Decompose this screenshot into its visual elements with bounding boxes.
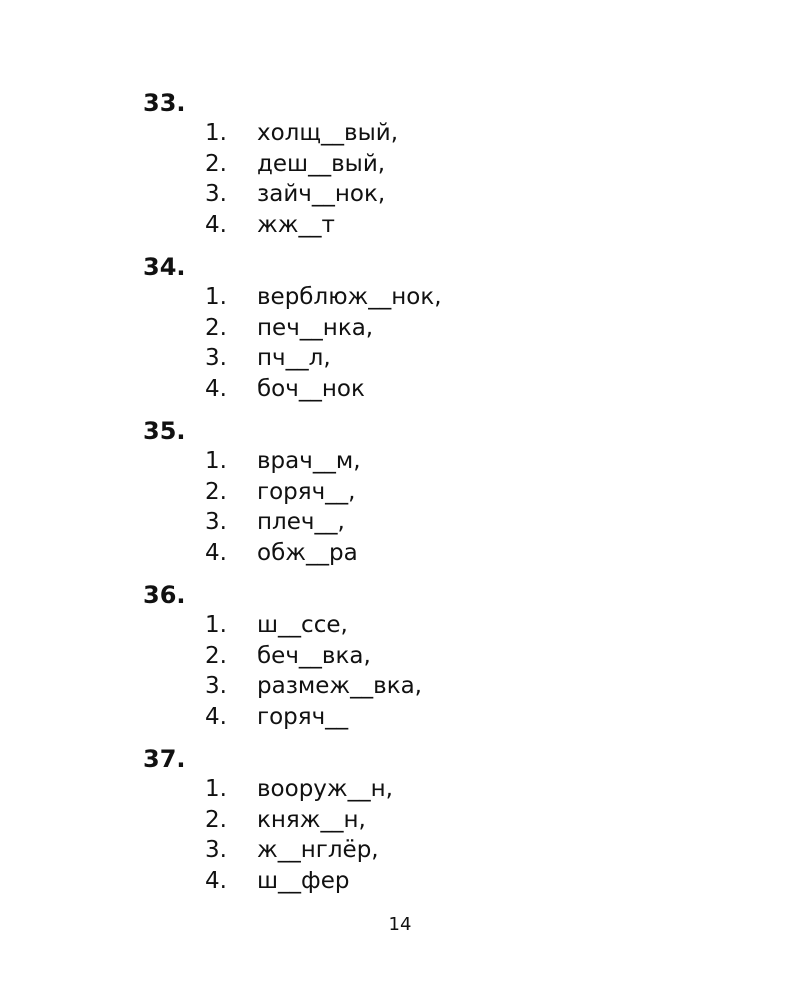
option-text: горяч__,: [257, 478, 356, 505]
option-number: 3.: [205, 837, 227, 863]
option-number: 2.: [205, 314, 227, 341]
option-text: горяч__: [257, 703, 349, 730]
answer-option: [143, 118, 743, 149]
answer-option: [143, 477, 743, 508]
option-number: 2.: [205, 642, 227, 669]
option-number: 4.: [205, 375, 227, 402]
option-number: 1.: [205, 120, 227, 146]
answer-option: [143, 343, 743, 374]
answer-option: [143, 507, 743, 538]
option-number: 3.: [205, 181, 227, 207]
answer-options: [143, 446, 743, 568]
option-text: вооруж__н,: [257, 776, 393, 802]
option-number: 3.: [205, 345, 227, 371]
option-number: 1.: [205, 776, 227, 802]
option-text: плеч__,: [257, 509, 345, 535]
page-number: 14: [388, 914, 412, 935]
option-number: 2.: [205, 806, 227, 833]
option-text: княж__н,: [257, 806, 366, 833]
option-text: ж__нглёр,: [257, 837, 379, 863]
option-number: 3.: [205, 509, 227, 535]
option-text: обж__ра: [257, 539, 358, 566]
answer-option: [143, 702, 743, 733]
answer-options: [143, 774, 743, 896]
answer-option: [143, 210, 743, 241]
option-number: 2.: [205, 150, 227, 177]
option-number: 2.: [205, 478, 227, 505]
option-number: 4.: [205, 703, 227, 730]
question-37: [143, 744, 743, 896]
option-text: ш__фер: [257, 867, 350, 894]
question-list: [143, 88, 743, 908]
answer-options: [143, 282, 743, 404]
option-text: пч__л,: [257, 345, 331, 371]
option-number: 1.: [205, 612, 227, 638]
answer-option: [143, 671, 743, 702]
option-number: 1.: [205, 448, 227, 474]
option-text: зайч__нок,: [257, 181, 386, 207]
answer-option: [143, 282, 743, 313]
option-text: жж__т: [257, 211, 335, 238]
option-text: ш__ссе,: [257, 612, 348, 638]
answer-option: [143, 149, 743, 180]
answer-option: [143, 641, 743, 672]
question-number: 33.: [143, 89, 186, 117]
question-number: 35.: [143, 417, 186, 445]
answer-option: [143, 313, 743, 344]
option-number: 4.: [205, 211, 227, 238]
question-33: [143, 88, 743, 240]
option-number: 4.: [205, 867, 227, 894]
option-text: врач__м,: [257, 448, 361, 474]
answer-options: [143, 610, 743, 732]
answer-option: [143, 805, 743, 836]
answer-option: [143, 446, 743, 477]
option-text: деш__вый,: [257, 150, 386, 177]
option-text: печ__нка,: [257, 314, 374, 341]
question-number: 37.: [143, 745, 186, 773]
option-text: холщ__вый,: [257, 120, 399, 146]
answer-options: [143, 118, 743, 240]
option-number: 3.: [205, 673, 227, 699]
option-text: верблюж__нок,: [257, 284, 442, 310]
answer-option: [143, 179, 743, 210]
option-text: размеж__вка,: [257, 673, 422, 699]
option-text: беч__вка,: [257, 642, 371, 669]
question-34: [143, 252, 743, 404]
answer-option: [143, 610, 743, 641]
answer-option: [143, 835, 743, 866]
answer-option: [143, 866, 743, 897]
question-number: 36.: [143, 581, 186, 609]
answer-option: [143, 374, 743, 405]
question-35: [143, 416, 743, 568]
answer-option: [143, 774, 743, 805]
option-number: 1.: [205, 284, 227, 310]
question-number: 34.: [143, 253, 186, 281]
question-36: [143, 580, 743, 732]
option-number: 4.: [205, 539, 227, 566]
option-text: боч__нок: [257, 375, 365, 402]
answer-option: [143, 538, 743, 569]
